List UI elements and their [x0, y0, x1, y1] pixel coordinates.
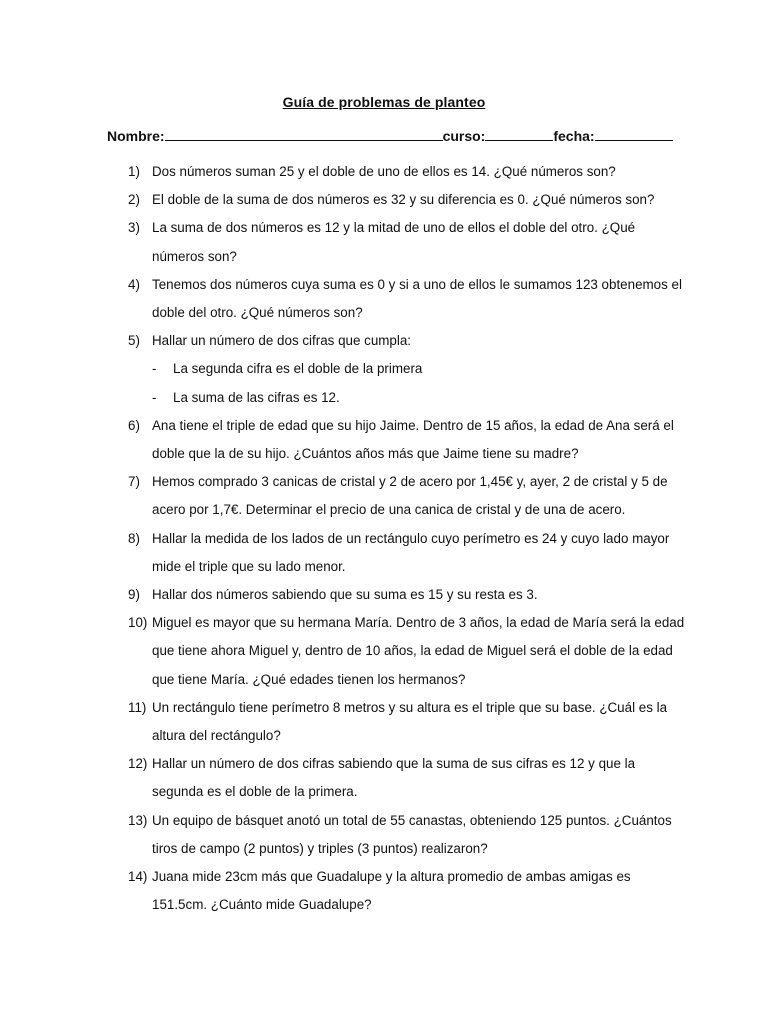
problem-item — [128, 468, 688, 524]
fecha-blank — [595, 126, 673, 141]
problem-list — [128, 158, 688, 919]
problem-text: La suma de dos números es 12 y la mitad de uno de ellos el doble del otro. ¿Qué números son? — [152, 220, 636, 264]
problem-text: Dos números suman 25 y el doble de uno de ellos es 14. ¿Qué números son? — [152, 164, 616, 179]
problem-text: Miguel es mayor que su hermana María. Dentro de 3 años, la edad de María será la edad que tiene ahora Miguel y, dentro de 10 años, la edad de Miguel será el doble de la edad que tiene María. ¿Qué edades tienen los hermanos? — [152, 615, 685, 687]
problem-text: Juana mide 23cm más que Guadalupe y la altura promedio de ambas amigas es 151.5cm. ¿Cuánto mide Guadalupe? — [152, 869, 631, 913]
problem-text: El doble de la suma de dos números es 32 y su diferencia es 0. ¿Qué números son? — [152, 192, 655, 208]
problem-number: 4) — [128, 276, 140, 292]
problem-number: 6) — [128, 417, 140, 433]
problem-subitem — [128, 384, 688, 412]
subitem-text: La suma de las cifras es 12. — [173, 389, 340, 405]
curso-label: curso: — [442, 128, 486, 144]
problem-number: 3) — [128, 220, 140, 236]
nombre-label: Nombre: — [107, 128, 165, 144]
problem-text: Hallar dos números sabiendo que su suma es 15 y su resta es 3. — [152, 587, 538, 603]
problem-number: 7) — [128, 474, 140, 490]
problem-number: 9) — [128, 587, 140, 603]
problem-item — [128, 214, 688, 270]
problem-text: Ana tiene el triple de edad que su hijo Jaime. Dentro de 15 años, la edad de Ana será el doble que la de su hijo. ¿Cuántos años más que Jaime tiene su madre? — [152, 417, 674, 462]
problem-item — [128, 609, 688, 694]
problem-item — [128, 271, 688, 327]
problem-item — [128, 186, 688, 214]
problem-item — [128, 807, 688, 863]
problem-number: 5) — [128, 333, 140, 349]
problem-text: Un equipo de básquet anotó un total de 55 canastas, obteniendo 125 puntos. ¿Cuántos tiros de campo (2 puntos) y triples (3 puntos) realizaron? — [152, 812, 672, 856]
problem-number: 13) — [128, 812, 148, 828]
problem-text: Hallar la medida de los lados de un rectángulo cuyo perímetro es 24 y cuyo lado mayor mide el triple que su lado menor. — [152, 530, 670, 574]
problem-number: 14) — [128, 869, 148, 885]
problem-number: 8) — [128, 530, 140, 546]
problem-text: Un rectángulo tiene perímetro 8 metros y su altura es el triple que su base. ¿Cuál es la altura del rectángulo? — [152, 699, 668, 744]
subitem-text: La segunda cifra es el doble de la primera — [173, 361, 423, 377]
student-info-line — [107, 126, 667, 144]
curso-blank — [485, 126, 553, 141]
problem-number: 10) — [128, 615, 148, 631]
problem-item — [128, 863, 688, 919]
problem-item — [128, 525, 688, 581]
problem-number: 11) — [128, 699, 147, 715]
problem-number: 2) — [128, 192, 140, 208]
subitem-dash: - — [152, 389, 157, 405]
problem-item — [128, 327, 688, 355]
page-title: Guía de problemas de planteo — [282, 94, 486, 110]
nombre-blank — [165, 126, 443, 141]
problem-text: Tenemos dos números cuya suma es 0 y si a uno de ellos le sumamos 123 obtenemos el doble del otro. ¿Qué números son? — [152, 276, 682, 321]
problem-text: Hallar un número de dos cifras que cumpla: — [152, 333, 412, 349]
fecha-label: fecha: — [553, 128, 595, 144]
problem-number: 12) — [128, 756, 148, 772]
subitem-dash: - — [152, 361, 157, 377]
problem-item — [128, 412, 688, 468]
problem-text: Hallar un número de dos cifras sabiendo que la suma de sus cifras es 12 y que la segunda es el doble de la primera. — [152, 756, 636, 800]
problem-item — [128, 581, 688, 609]
problem-item — [128, 694, 688, 750]
problem-item — [128, 750, 688, 806]
problem-item — [128, 158, 688, 186]
problem-subitem — [128, 355, 688, 383]
problem-text: Hemos comprado 3 canicas de cristal y 2 de acero por 1,45€ y, ayer, 2 de cristal y 5 de acero por 1,7€. Determinar el precio de una canica de cristal y de una de acero. — [152, 474, 668, 518]
problem-number: 1) — [128, 164, 140, 179]
